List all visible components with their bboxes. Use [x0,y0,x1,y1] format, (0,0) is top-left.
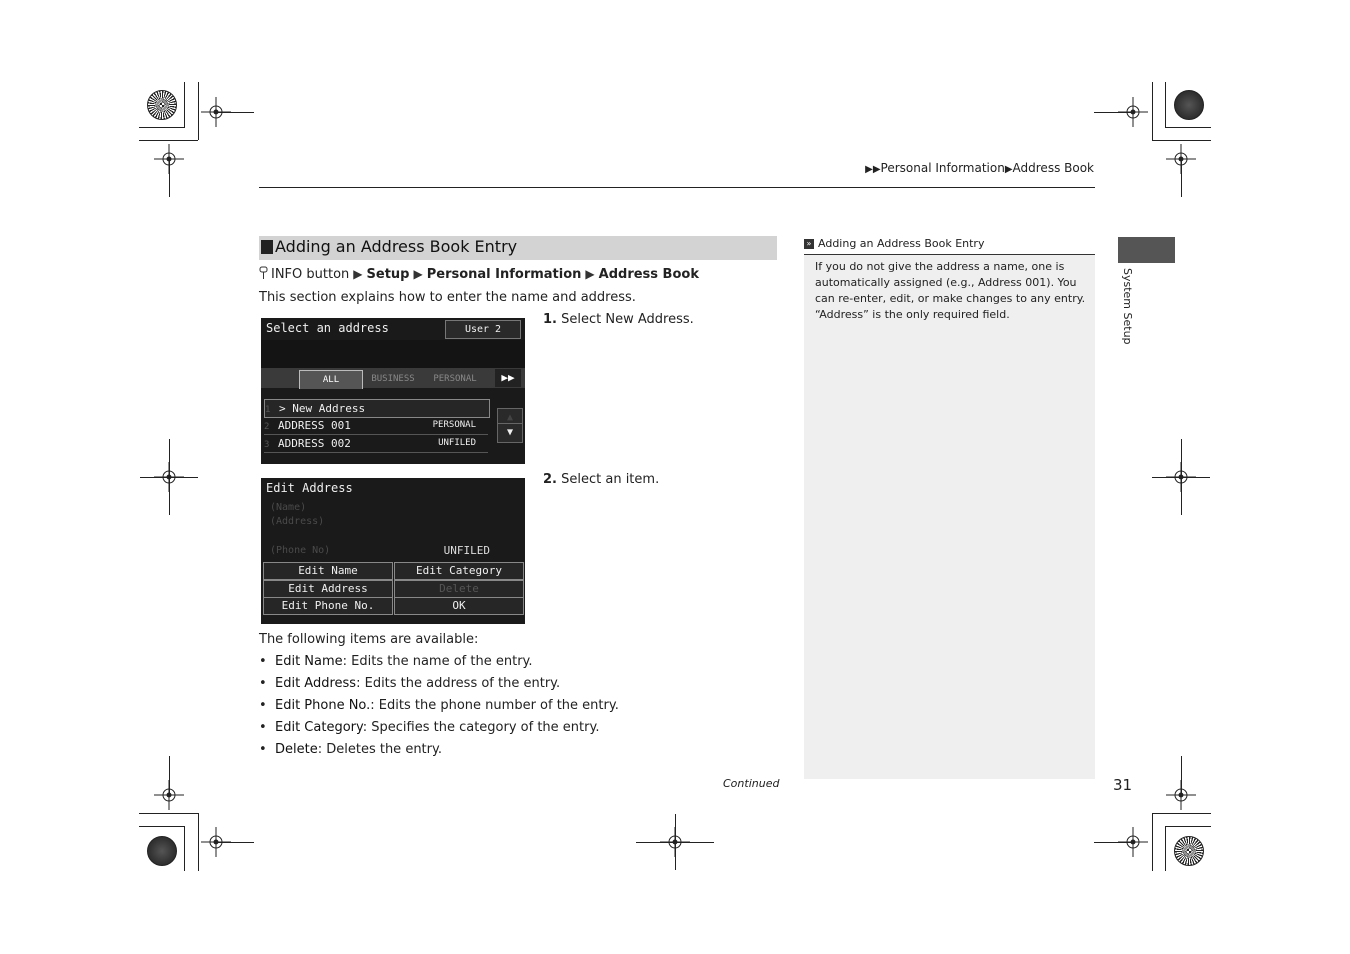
nav-arrow-icon: ▶ [353,267,363,281]
breadcrumb-item-address-book[interactable]: Address Book [1012,161,1094,175]
edit-address-screen [261,478,525,624]
heading-square-icon [261,240,273,254]
breadcrumb [865,161,1094,175]
edit-category-button[interactable]: Edit Category [394,562,524,580]
step-2: 2. Select an item. [543,472,660,487]
delete-button[interactable]: Delete [394,580,524,598]
list-item-category: PERSONAL [432,420,476,430]
chapter-label: System Setup [1121,268,1134,345]
section-heading [259,236,777,260]
list-item: • Edit Phone No.: Edits the phone number of the entry. [259,698,619,713]
list-item[interactable]: 1 > New Address [264,399,490,418]
step-1-term: New Address [605,312,690,327]
name-placeholder: (Name) [270,502,307,513]
page-number: 31 [1113,776,1133,794]
nav-address-book: Address Book [598,267,699,282]
available-items-intro: The following items are available: [259,632,479,647]
chapter-tab [1118,237,1175,263]
list-item-category: UNFILED [438,438,476,448]
scroll-up-button[interactable]: ▲ [497,408,523,428]
list-item: • Edit Name: Edits the name of the entry. [259,654,533,669]
breadcrumb-arrow-icon: ▶ [1004,164,1013,175]
nav-arrow-icon: ▶ [413,267,423,281]
category-value: UNFILED [443,544,490,557]
note-title: Adding an Address Book Entry [818,237,985,250]
list-item: • Edit Address: Edits the address of the entry. [259,676,561,691]
edit-name-button[interactable]: Edit Name [263,562,393,580]
screen-title: Edit Address [266,481,353,495]
phone-placeholder: (Phone No) [270,545,331,556]
list-item: • Delete: Deletes the entry. [259,742,442,757]
info-button-icon [259,266,268,280]
note-header [804,236,1095,255]
intro-text: This section explains how to enter the name and address. [259,290,636,305]
list-item[interactable]: 3 ADDRESS 002 UNFILED [264,435,488,453]
list-item: • Edit Category: Specifies the category of the entry. [259,720,600,735]
registration-rosette-icon [147,836,177,866]
breadcrumb-item-personal-information[interactable]: Personal Information [880,161,1005,175]
note-arrow-icon: » [804,239,814,249]
navigation-path [259,266,699,282]
tab-personal[interactable]: PERSONAL [433,374,477,384]
nav-arrow-icon: ▶ [585,267,595,281]
user-button[interactable]: User 2 [445,320,521,339]
section-heading-text: Adding an Address Book Entry [275,237,518,256]
nav-personal-information: Personal Information [426,267,582,282]
edit-address-button[interactable]: Edit Address [263,580,393,598]
down-arrow-icon[interactable]: ▼ [497,423,523,443]
nav-setup: Setup [366,267,410,282]
address-placeholder: (Address) [270,516,325,527]
registration-rosette-icon [1174,836,1204,866]
fast-forward-icon[interactable]: ▶▶ [495,369,521,387]
breadcrumb-arrow-icon: ▶▶ [865,164,881,175]
tab-all[interactable]: ALL [299,370,363,389]
list-item[interactable]: 2 ADDRESS 001 PERSONAL [264,417,488,435]
ok-button[interactable]: OK [394,597,524,615]
registration-rosette-icon [147,90,177,120]
list-item-label: ADDRESS 001 [278,419,351,432]
edit-phone-button[interactable]: Edit Phone No. [263,597,393,615]
screen-title: Select an address [266,321,389,335]
note-body: If you do not give the address a name, one is automatically assigned (e.g., Address 001). You can re-enter, edit, or make changes to any entry. “Address” is the only required field. [815,260,1086,321]
select-address-screen [261,318,525,464]
list-item-label: ADDRESS 002 [278,437,351,450]
registration-rosette-icon [1174,90,1204,120]
continued-label: Continued [723,777,780,790]
available-items-list [259,653,619,763]
sidebar-note [804,236,1095,779]
nav-info-button: INFO button [271,267,350,282]
step-1: 1. Select New Address. [543,312,694,327]
tab-business[interactable]: BUSINESS [371,374,415,384]
list-item-label: > New Address [279,402,366,415]
header-divider [259,187,1095,188]
